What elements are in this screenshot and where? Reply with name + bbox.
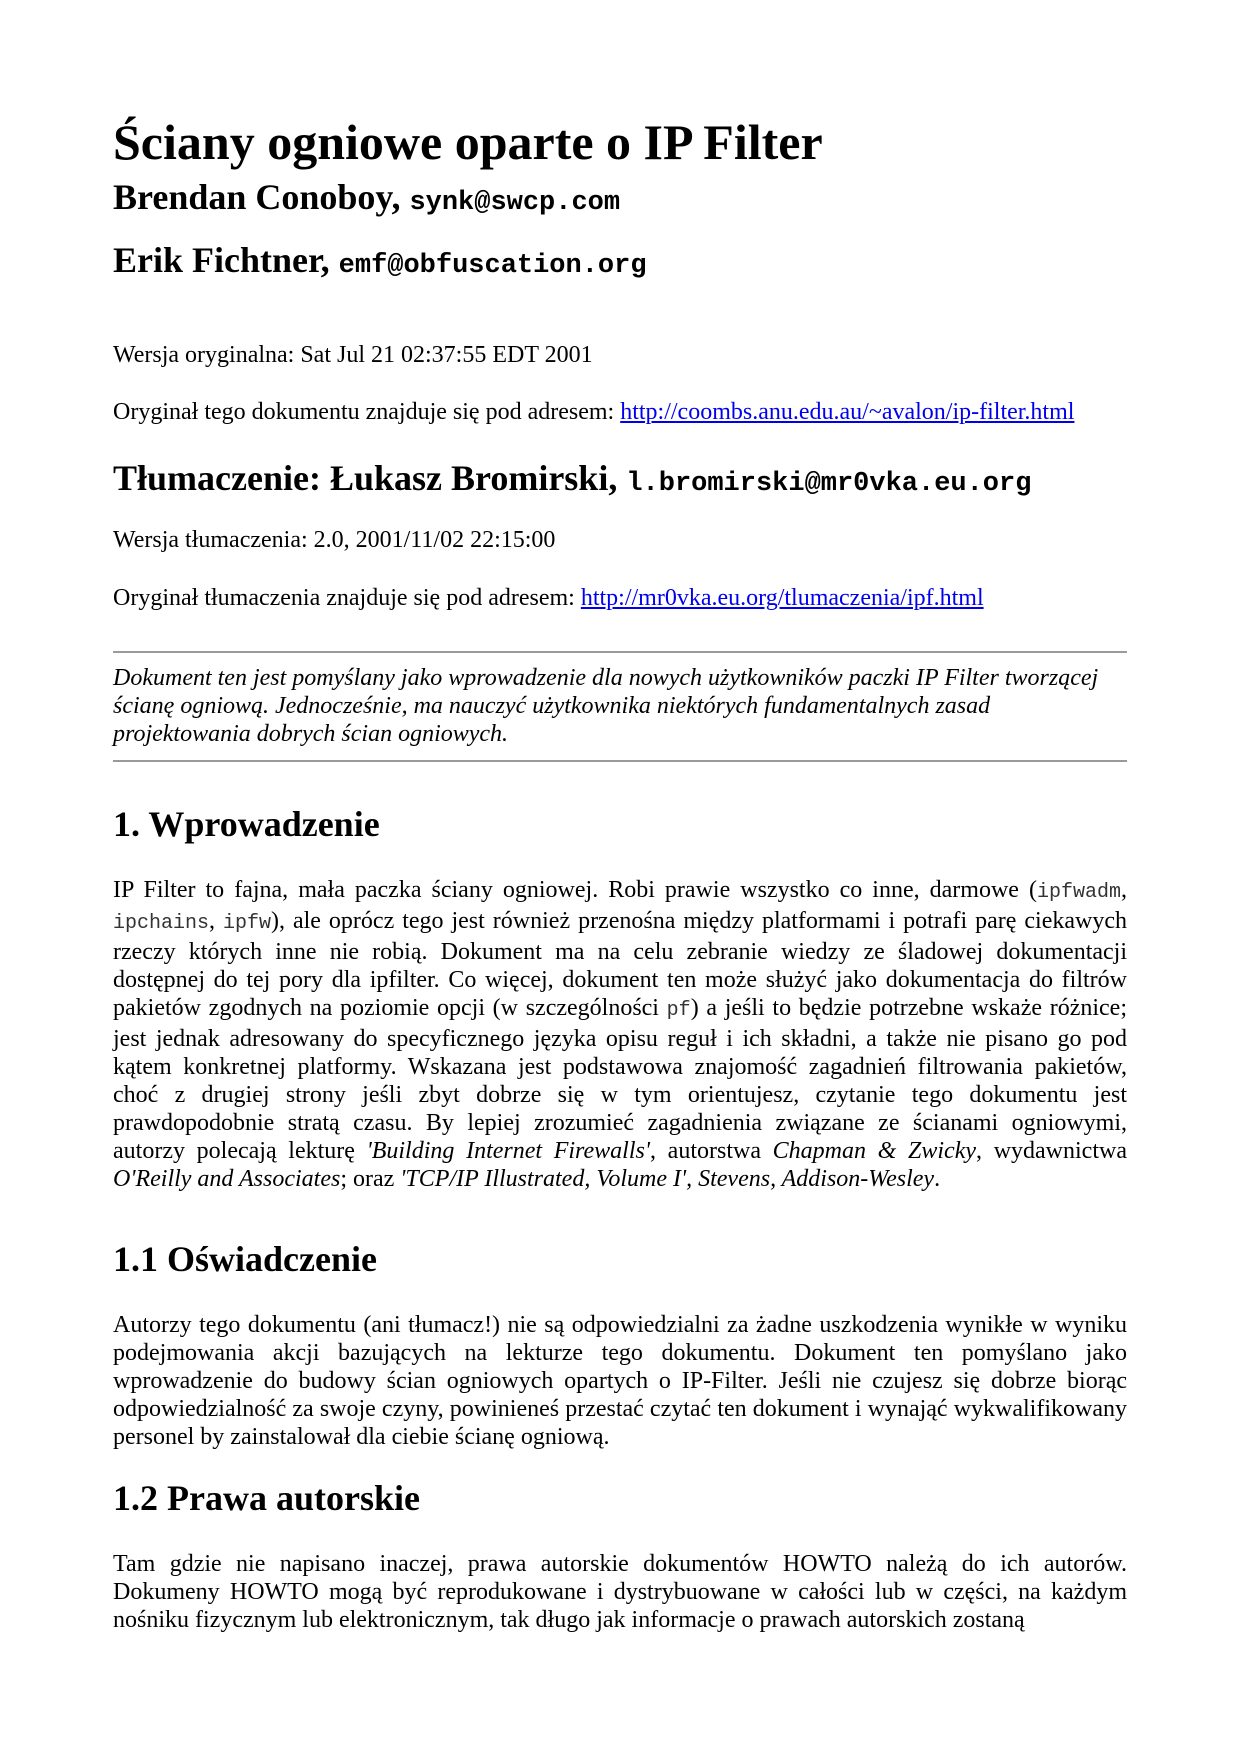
book-authors: Chapman & Zwicky [772, 1138, 977, 1164]
translation-location-label: Oryginał tłumaczenia znajduje się pod adresem: [113, 585, 581, 611]
translator-name: Tłumaczenie: Łukasz Bromirski, [113, 458, 618, 498]
original-url-link[interactable]: http://coombs.anu.edu.au/~avalon/ip-filter.html [620, 399, 1075, 425]
author-name: Erik Fichtner, [113, 240, 330, 280]
divider-top [113, 651, 1127, 653]
translation-url-link[interactable]: http://mr0vka.eu.org/tlumaczenia/ipf.html [580, 585, 984, 611]
author-line-2 [113, 238, 647, 288]
author-email: synk@swcp.com [409, 188, 621, 218]
original-location-label: Oryginał tego dokumentu znajduje się pod adresem: [113, 399, 621, 425]
code-pf: pf [666, 999, 691, 1022]
author-name: Brendan Conoboy, [113, 177, 401, 217]
book-title-firewalls: 'Building Internet Firewalls' [366, 1138, 650, 1164]
copyright-paragraph: Tam gdzie nie napisano inaczej, prawa autorskie dokumentów HOWTO należą do ich autorów. Dokumeny HOWTO mogą być reprodukowane i dystrybuowane w całości lub w części, na każdym nośniku fizycznym lub elektronicznym, tak długo jak informacje o prawach autorskich zostaną [113, 1551, 1127, 1633]
code-ipchains: ipchains [113, 912, 210, 935]
book-publisher: O'Reilly and Associates [113, 1166, 341, 1192]
section-heading-disclaimer: 1.1 Oświadczenie [113, 1239, 377, 1279]
divider-bottom [113, 760, 1127, 762]
original-version: Wersja oryginalna: Sat Jul 21 02:37:55 EDT 2001 [113, 342, 593, 368]
document-title: Ściany ogniowe oparte o IP Filter [113, 114, 823, 170]
translator-line [113, 456, 1031, 506]
translator-email: l.bromirski@mr0vka.eu.org [626, 469, 1032, 499]
translation-location [113, 583, 984, 613]
disclaimer-paragraph: Autorzy tego dokumentu (ani tłumacz!) nie są odpowiedzialni za żadne uszkodzenia wynikłe w wyniku podejmowania akcji bazujących na lekturze tego dokumentu. Dokument ten pomyślano jako wprowadzenie do budowy ścian ogniowych opartych o IP-Filter. Jeśli nie czujesz się dobrze biorąc odpowiedzialność za swoje czyny, powinieneś przestać czytać ten dokument i wynająć wykwalifikowany personel by zainstalował dla ciebie ścianę ogniową. [113, 1312, 1127, 1450]
translation-version: Wersja tłumaczenia: 2.0, 2001/11/02 22:15:00 [113, 527, 556, 553]
code-ipfwadm: ipfwadm [1036, 881, 1121, 904]
author-email: emf@obfuscation.org [338, 251, 647, 281]
intro-paragraph: IP Filter to fajna, mała paczka ściany ogniowej. Robi prawie wszystko co inne, darmowe (ipfwadm, ipchains, ipfw), ale oprócz tego jest również przenośna między platformami i potrafi parę ciekawych rzeczy których inne nie robią. Dokument ma na celu zebranie wiedzy ze śladowej dokumentacji dostępnej do tej pory dla ipfilter. Co więcej, dokument ten może służyć jako dokumentacja do filtrów pakietów zgodnych na poziomie opcji (w szczególności pf) a jeśli to będzie potrzebne wskaże różnice; jest jednak adresowany do specyficznego języka opisu reguł i ich składni, a także nie pisano go pod kątem konkretnej platformy. Wskazana jest podstawowa znajomość zagadnień filtrowania pakietów, choć z drugiej strony jeśli zbyt dobrze się w tym orientujesz, czytanie tego dokumentu jest prawdopodobnie stratą czasu. By lepiej zrozumieć zagadnienia związane ze ścianami ogniowymi, autorzy polecają lekturę 'Building Internet Firewalls', autorstwa Chapman & Zwicky, wydawnictwa O'Reilly and Associates; oraz 'TCP/IP Illustrated, Volume I', Stevens, Addison-Wesley. [113, 877, 1128, 1192]
abstract: Dokument ten jest pomyślany jako wprowadzenie dla nowych użytkowników paczki IP Filter tworzącej ścianę ogniową. Jednocześnie, ma nauczyć użytkownika niektórych fundamentalnych zasad projektowania dobrych ścian ogniowych. [113, 665, 1099, 747]
author-line-1 [113, 175, 620, 225]
section-heading-copyright: 1.2 Prawa autorskie [113, 1478, 420, 1518]
book-title-tcpip: 'TCP/IP Illustrated, Volume I', Stevens, Addison-Wesley [400, 1166, 935, 1192]
original-location [113, 397, 1074, 427]
code-ipfw: ipfw [223, 912, 272, 935]
section-heading-intro: 1. Wprowadzenie [113, 804, 380, 844]
